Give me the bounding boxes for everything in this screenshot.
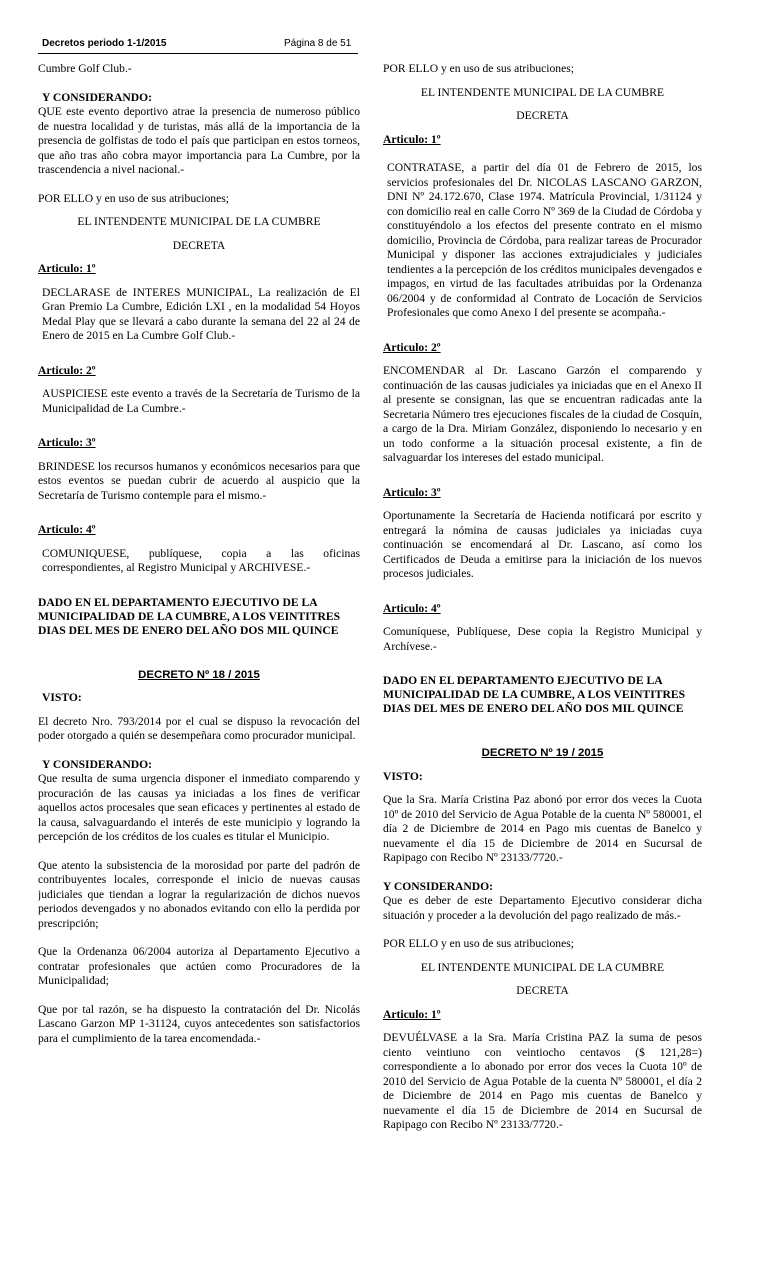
considerando-p4: Que por tal razón, se ha dispuesto la contratación del Dr. Nicolás Lascano Garzon MP 1-31124, cuyos antecedentes son satisfactorios para el cumplimiento de la tarea encomendada.- (38, 1002, 360, 1045)
article-1b-label: Articulo: 1º (383, 1007, 441, 1021)
visto-text: Que la Sra. María Cristina Paz abonó por error dos veces la Cuota 10º de 2010 del Servicio de Agua Potable de la cuenta Nº 580001, el día 2 de Diciembre de 2014 en Pago mis cuentas de Banelco y nuevamente el día 15 de Diciembre de 2014 en Sucursal de Rapipago con Recibo Nº 23133/7720.- (383, 793, 702, 864)
intendente-line: EL INTENDENTE MUNICIPAL DE LA CUMBRE (77, 215, 321, 228)
por-ello-2: POR ELLO y en uso de sus atribuciones; (383, 937, 574, 950)
visto-label: VISTO: (42, 691, 82, 704)
dado-statement: DADO EN EL DEPARTAMENTO EJECUTIVO DE LA MUNICIPALIDAD DE LA CUMBRE, A LOS VEINTITRES DIAS DEL MES DE ENERO DEL AÑO DOS MIL QUINCE (38, 595, 341, 637)
decreta-line: DECRETA (516, 109, 569, 122)
article-1-text: CONTRATASE, a partir del día 01 de Febrero de 2015, los servicios profesionales del Dr. NICOLAS LASCANO GARZON, DNI Nº 24.172.670, Clase 1974. Matrícula Provincial, 1/31124 y con domicilio real en calle Corro Nº 369 de la Ciudad de Córdoba y constituyéndolo a los efectos del presente contrato en el mismo domicilio, Provincia de Córdoba, para realizar tareas de Procurador Municipal y disponer las acciones extrajudiciales y judiciales tendientes a la percepción de los créditos municipales devengados e impagos, en virtud de las facultades atribuidas por la Ordenanza 06/2004 y de conformidad al Contrato de Locación de Servicios Profesionales que como Anexo I del presente se acompaña.- (387, 161, 702, 319)
page-header (38, 36, 358, 52)
decree-18-title: DECRETO Nº 18 / 2015 (138, 668, 260, 681)
decreta-line-2: DECRETA (516, 984, 569, 997)
considerando-text: Que es deber de este Departamento Ejecutivo considerar dicha situación y proceder a la devolución del pago realizado de más.- (383, 894, 702, 922)
por-ello: POR ELLO y en uso de sus atribuciones; (383, 62, 574, 75)
header-divider (38, 53, 358, 54)
page-number: Página 8 de 51 (284, 38, 352, 49)
considerando-text: QUE este evento deportivo atrae la presencia de numeroso público de nuestra localidad y de turistas, más allá de la importancia de la presencia de golfistas de todo el país que participan en estos torneos, que año tras año cobra mayor importancia para La Cumbre, por la trascendencia a nivel nacional.- (38, 105, 360, 176)
article-1-label: Articulo: 1º (383, 132, 441, 146)
left-column (38, 62, 360, 1267)
article-4-label: Articulo: 4º (38, 523, 96, 536)
article-2-text: ENCOMENDAR al Dr. Lascano Garzón el comparendo y continuación de las causas judiciales ya iniciadas que en el Anexo II al presente se consignan, las que se encuentran radicadas ante la Secretaria Número tres ejecuciones fiscales de la ciudad de Cosquín, a cargo de la Dra. Miriam González, disponiendo lo necesario y en un todo conforme a la situación procesal existente, a fin de salvaguardar los intereses del estado municipal. (383, 364, 702, 464)
article-3-label: Articulo: 3º (383, 485, 441, 499)
article-2-label: Articulo: 2º (38, 363, 96, 377)
right-column (383, 62, 702, 1267)
decree-19-title: DECRETO Nº 19 / 2015 (481, 747, 604, 759)
article-3-text: BRINDESE los recursos humanos y económicos necesarios para que estos eventos se puedan cubrir de acuerdo al auspicio que la Secretaría de Turismo contemple para el mismo.- (38, 459, 360, 502)
considerando-label: Y CONSIDERANDO: (383, 879, 494, 893)
intendente-line-2: EL INTENDENTE MUNICIPAL DE LA CUMBRE (420, 960, 665, 974)
article-3-text: Oportunamente la Secretaría de Hacienda notificará por escrito y entregará la nómina de causas judiciales ya iniciadas cuya continuación se encomendará al Dr. Lascano, así como los Certificados de Deuda a emitirse para la iniciación de los nuevos procesos judiciales. (383, 509, 702, 580)
article-4-text: COMUNIQUESE, publíquese, copia a las oficinas correspondientes, al Registro Municipal y ARCHIVESE.- (42, 546, 360, 574)
article-1b-text: DEVUÉLVASE a la Sra. María Cristina PAZ la suma de pesos ciento veintiuno con veintiocho centavos ($ 121,28=) correspondiente a lo abonado por error dos veces la Cuota 10º de 2010 del Servicio de Agua Potable de la cuenta Nº 580001, el día 2 de Diciembre de 2014 en Pago mis cuentas de Banelco y nuevamente el día 15 de Diciembre de 2014 en Sucursal de Rapipago con Recibo Nº 23133/7720.- (383, 1031, 702, 1131)
considerando-2-label: Y CONSIDERANDO: (42, 757, 153, 771)
article-4-label: Articulo: 4º (383, 601, 441, 615)
dado-statement: DADO EN EL DEPARTAMENTO EJECUTIVO DE LA MUNICIPALIDAD DE LA CUMBRE, A LOS VEINTITRES DIAS DEL MES DE ENERO DEL AÑO DOS MIL QUINCE (383, 674, 686, 715)
considerando-p3: Que la Ordenanza 06/2004 autoriza al Departamento Ejecutivo a contratar profesionales que actúen como Procuradores de la Municipalidad; (38, 945, 360, 987)
document-title: Decretos periodo 1-1/2015 (42, 38, 167, 49)
considerando-label: Y CONSIDERANDO: (42, 90, 153, 104)
article-4-text: Comuníquese, Publíquese, Dese copia la Registro Municipal y Archívese.- (383, 625, 702, 653)
considerando-p1: Que resulta de suma urgencia disponer el inmediato comparendo y procuración de las causas ya iniciadas a los fines de verificar aquellos actos procesales que sean eficaces y pertinentes al estado de la causa, salvaguardando el interés de este municipio y logrando la percepción de los créditos de los cuales es titular el Municipio. (38, 772, 360, 843)
considerando-p2: Que atento la subsistencia de la morosidad por parte del padrón de contribuyentes locales, corresponde el inicio de nuevas causas judiciales que tiendan a lograr la regularización de dichos nuevos periodos devengados y no abonados evitando con ello la perdida por prescripción; (38, 858, 360, 930)
club-tail: Cumbre Golf Club.- (38, 62, 132, 75)
por-ello: POR ELLO y en uso de sus atribuciones; (38, 191, 229, 205)
article-2-label: Articulo: 2º (383, 340, 441, 354)
visto-text: El decreto Nro. 793/2014 por el cual se dispuso la revocación del poder otorgado a quién se desempeñara como procurador municipal. (38, 714, 360, 742)
article-3-label: Articulo: 3º (38, 436, 96, 449)
decreta-line: DECRETA (172, 238, 226, 252)
visto-label: VISTO: (383, 769, 423, 783)
intendente-line: EL INTENDENTE MUNICIPAL DE LA CUMBRE (420, 85, 665, 99)
article-2-text: AUSPICIESE este evento a través de la Secretaría de Turismo de la Municipalidad de La Cumbre.- (42, 387, 360, 415)
article-1-text: DECLARASE de INTERES MUNICIPAL, La realización de El Gran Premio La Cumbre, Edición LXI , en la modalidad 54 Hoyos Medal Play que se llevará a cabo durante la semana del 22 al 24 de Enero de 2015 en La Cumbre Golf Club.- (42, 285, 360, 342)
article-1-label: Articulo: 1º (38, 262, 96, 275)
